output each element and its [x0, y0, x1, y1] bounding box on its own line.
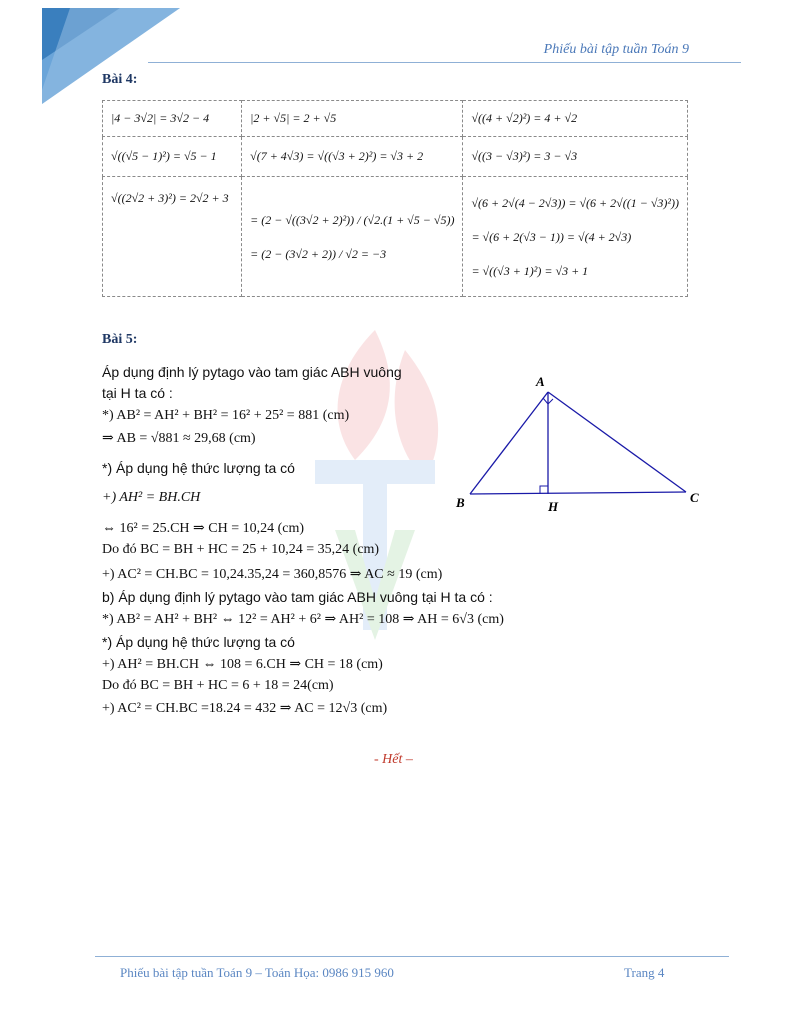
- table-row: [103, 101, 688, 137]
- footer-text: Phiếu bài tập tuần Toán 9 – Toán Họa: 0986 915 960: [120, 965, 394, 980]
- triangle-figure: [450, 370, 710, 520]
- solution-line: *) Áp dụng hệ thức lượng ta có: [102, 634, 295, 650]
- table-row: [103, 137, 688, 177]
- table-cell: √(7 + 4√3) = √((√3 + 2)²) = √3 + 2: [242, 137, 463, 177]
- solution-line: *) AB² = AH² + BH² = 16² + 25² = 881 (cm): [102, 408, 350, 423]
- solution-line: Áp dụng định lý pytago vào tam giác ABH vuông: [102, 364, 402, 380]
- page-number: Trang 4: [624, 965, 665, 980]
- cell-line: = (2 − √((3√2 + 2)²)) / (√2.(1 + √5 − √5)): [250, 212, 455, 227]
- bai5-heading: Bài 5:: [102, 332, 138, 347]
- side-ab: [470, 392, 548, 494]
- label-b: B: [456, 495, 465, 510]
- corner-decoration: [0, 0, 190, 110]
- solution-line: tại H ta có :: [102, 385, 173, 401]
- table-row: [103, 177, 688, 297]
- footer-divider: [95, 956, 729, 957]
- table-cell: √((3 − √3)²) = 3 − √3: [463, 137, 688, 177]
- solution-line: b) Áp dụng định lý pytago vào tam giác ABH vuông tại H ta có :: [102, 589, 493, 605]
- table-cell: √((√5 − 1)²) = √5 − 1: [103, 137, 242, 177]
- label-h: H: [548, 499, 559, 514]
- cell-line: √(6 + 2√(4 − 2√3)) = √(6 + 2√((1 − √3)²)): [471, 195, 679, 210]
- table-cell: √((2√2 + 3)²) = 2√2 + 3: [103, 177, 242, 297]
- solution-line: +) AH² = BH.CH: [102, 490, 201, 505]
- end-marker: - Hết –: [374, 752, 413, 767]
- solution-line: Do đó BC = BH + HC = 25 + 10,24 = 35,24 (cm): [102, 542, 380, 557]
- side-ac: [548, 392, 686, 492]
- bai4-table: [102, 100, 688, 297]
- label-a: A: [536, 374, 545, 389]
- label-c: C: [690, 490, 699, 505]
- cell-line: = √((√3 + 1)²) = √3 + 1: [471, 263, 589, 278]
- side-bc: [470, 492, 686, 494]
- solution-line: *) Áp dụng hệ thức lượng ta có: [102, 460, 295, 476]
- solution-line: ⇔ 16² = 25.CH ⇒ CH = 10,24 (cm): [102, 521, 305, 536]
- table-cell: [242, 177, 463, 297]
- solution-line: Do đó BC = BH + HC = 6 + 18 = 24(cm): [102, 678, 334, 693]
- cell-line: = √(6 + 2(√3 − 1)) = √(4 + 2√3): [471, 229, 632, 244]
- table-cell: [463, 177, 688, 297]
- cell-line: = (2 − (3√2 + 2)) / √2 = −3: [250, 246, 387, 261]
- table-cell: |4 − 3√2| = 3√2 − 4: [103, 101, 242, 137]
- solution-line: +) AH² = BH.CH ⇔ 108 = 6.CH ⇒ CH = 18 (cm): [102, 657, 383, 672]
- solution-line: +) AC² = CH.BC =18.24 = 432 ⇒ AC = 12√3 (cm): [102, 701, 388, 716]
- solution-line: ⇒ AB = √881 ≈ 29,68 (cm): [102, 431, 256, 446]
- table-cell: |2 + √5| = 2 + √5: [242, 101, 463, 137]
- header-divider: [148, 62, 741, 63]
- bai4-heading: Bài 4:: [102, 72, 138, 87]
- solution-line: *) AB² = AH² + BH² ⇔ 12² = AH² + 6² ⇒ AH² = 108 ⇒ AH = 6√3 (cm): [102, 612, 504, 627]
- table-cell: √((4 + √2)²) = 4 + √2: [463, 101, 688, 137]
- solution-line: +) AC² = CH.BC = 10,24.35,24 = 360,8576 ⇒ AC ≈ 19 (cm): [102, 567, 443, 582]
- header-title: Phiếu bài tập tuần Toán 9: [543, 42, 689, 57]
